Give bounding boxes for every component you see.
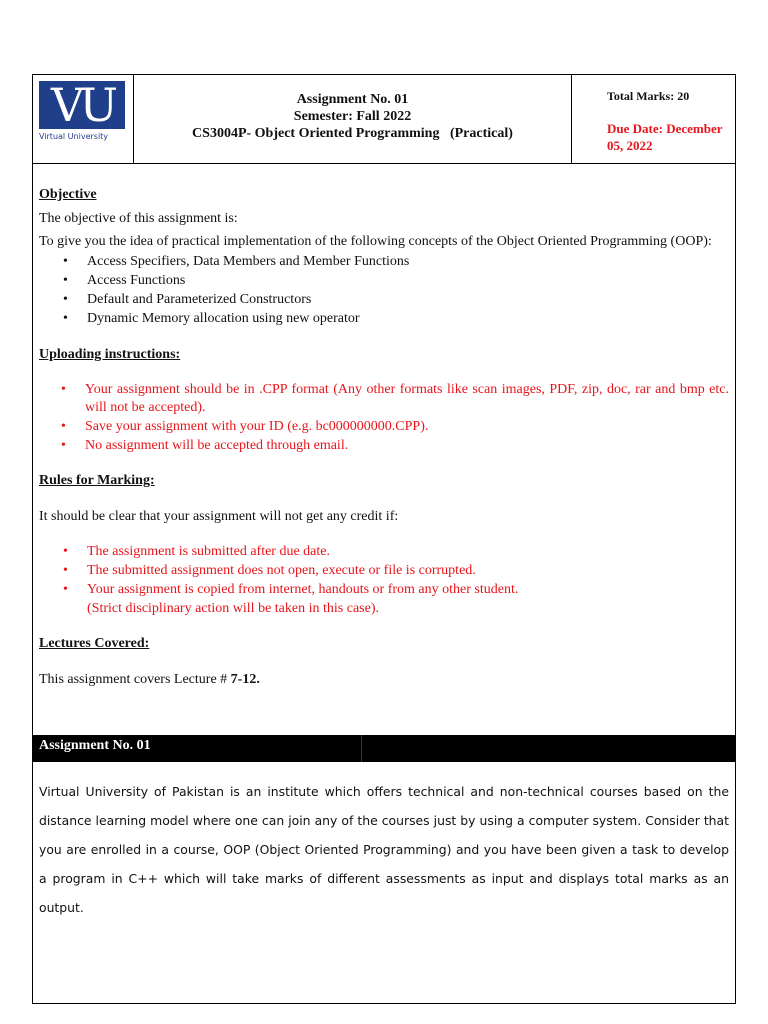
lectures-heading: Lectures Covered: [39,636,150,651]
bar-divider [361,735,362,762]
header-table [33,75,735,164]
rules-intro: It should be clear that your assignment will not get any credit if: [39,509,399,524]
assignment-bar [33,735,735,762]
lectures-prefix: This assignment covers Lecture # [39,672,231,687]
list-item: • Your assignment should be in .CPP format (Any other formats like scan images, PDF, zip, doc, rar and bmp etc. will not be accepted). [85,381,729,417]
assignment-title: Assignment No. 01 [296,92,409,107]
document-frame [32,74,736,1004]
list-item: • Access Specifiers, Data Members and Member Functions [87,252,729,271]
list-item: • Default and Parameterized Constructors [87,290,729,309]
logo-text: Virtual University [39,132,109,141]
assignment-bar-label: Assignment No. 01 [39,738,151,753]
lectures-text [39,670,729,689]
total-marks: Total Marks: 20 [607,89,690,103]
vu-logo-icon [39,81,125,129]
logo-mark-text: VU [51,81,113,129]
objective-desc: To give you the idea of practical implementation of the following concepts of the Object Oriented Programming (OOP): [39,234,712,249]
objective-heading: Objective [39,187,97,202]
logo-cell [33,75,134,163]
lectures-range: 7-12. [230,672,260,687]
title-cell [134,75,572,163]
list-item: • Your assignment is copied from internet, handouts or from any other student. [87,580,729,599]
list-item: • No assignment will be accepted through email. [85,436,729,455]
marks-cell [572,75,735,163]
semester: Semester: Fall 2022 [293,109,412,124]
rules-heading: Rules for Marking: [39,473,155,488]
uploading-heading: Uploading instructions: [39,347,181,362]
course-title: CS3004P- Object Oriented Programming (Practical) [192,126,513,141]
university-logo [39,81,127,141]
list-item: • Dynamic Memory allocation using new operator [87,309,729,328]
content [39,185,729,689]
objective-list [39,252,729,328]
rules-note: (Strict disciplinary action will be taken in this case). [87,601,379,616]
list-item: • The submitted assignment does not open, execute or file is corrupted. [87,561,729,580]
assignment-description: Virtual University of Pakistan is an institute which offers technical and non-technical courses based on the distance learning model where one can join any of the courses just by using a computer system. Consider that you are enrolled in a course, OOP (Object Oriented Programming) and you have been given a task to develop a program in C++ which will take marks of different assessments as input and displays total marks as an output. [39,784,729,915]
due-date: Due Date: December 05, 2022 [607,121,723,153]
rules-list [39,542,729,599]
list-item: • The assignment is submitted after due date. [87,542,729,561]
list-item: • Access Functions [87,271,729,290]
list-item: • Save your assignment with your ID (e.g. bc000000000.CPP). [85,417,729,436]
objective-intro: The objective of this assignment is: [39,211,238,226]
uploading-list [39,381,729,455]
